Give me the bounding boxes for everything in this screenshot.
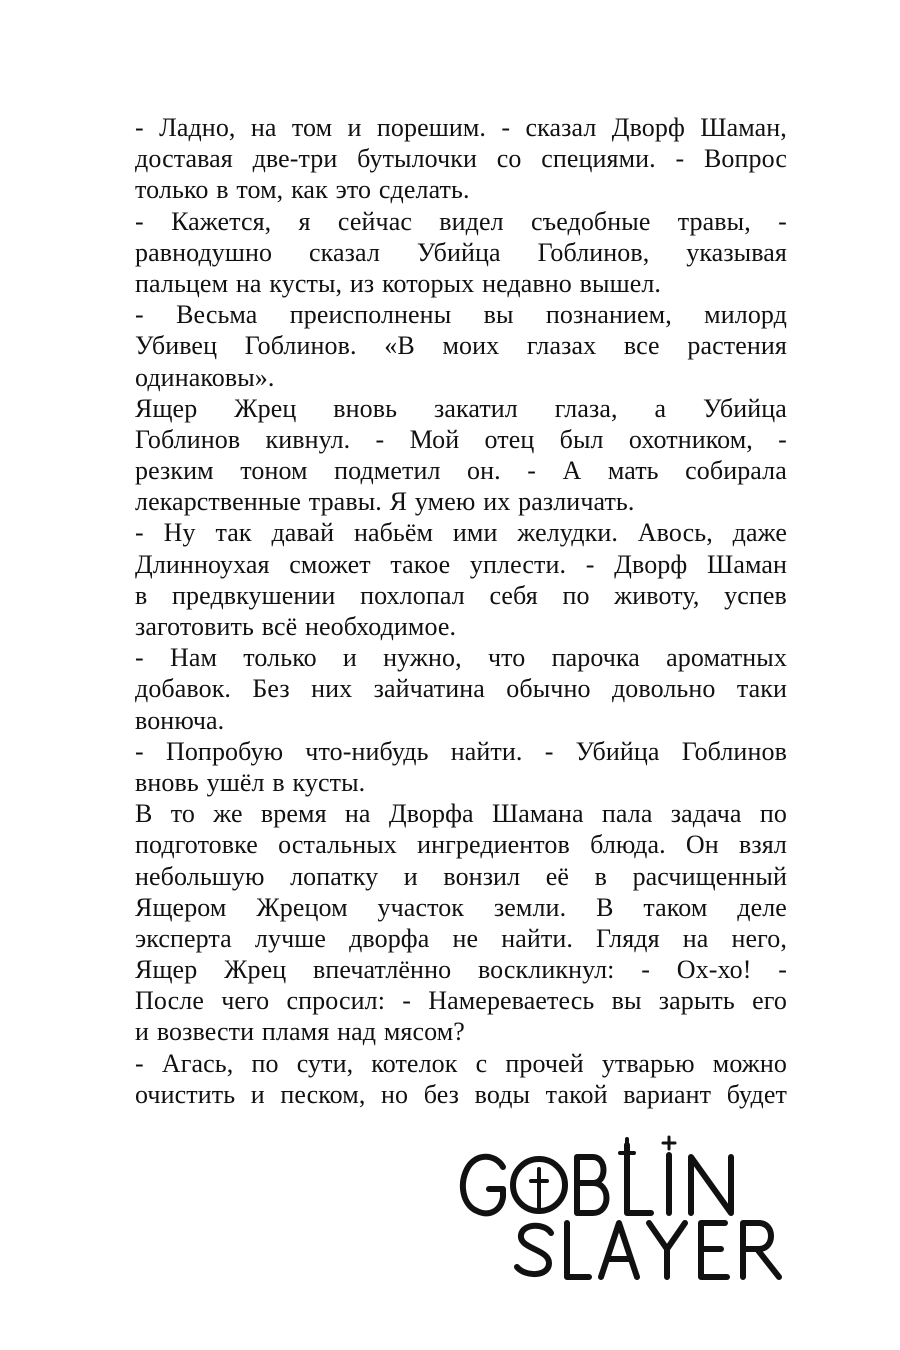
text-line: Убивец Гоблинов. «В моих глазах все растения [135,331,787,361]
text-line: - Весьма преисполнены вы познанием, милорд [135,300,787,330]
text-line: Гоблинов кивнул. - Мой отец был охотником, - [135,424,787,454]
text-line: лекарственные травы. Я умею их различать. [135,487,635,517]
text-line: Ящер Жрец впечатлённо воскликнул: - Ох-хо! - [135,955,787,985]
text-line: Длинноухая сможет такое уплести. - Дворф Шаман [135,549,787,579]
text-line: В то же время на Дворфа Шамана пала задача по [135,799,787,829]
text-line: вонюча. [135,705,225,735]
text-line: заготовить всё необходимое. [135,612,457,641]
text-line: в предвкушении похлопал себя по животу, успев [135,580,787,610]
text-line: небольшую лопатку и вонзил её в расчищенный [135,861,787,891]
text-line: - Кажется, я сейчас видел съедобные травы, - [135,206,787,236]
text-line: - Агась, по сути, котелок с прочей утварью можно [135,1048,787,1078]
body-text [135,112,787,1110]
text-line: Ящером Жрецом участок земли. В таком деле [135,892,787,922]
text-line: и возвести пламя над мясом? [135,1017,465,1047]
text-line: равнодушно сказал Убийца Гоблинов, указывая [135,237,787,267]
text-line: - Ладно, на том и порешим. - сказал Дворф Шаман, [135,113,787,142]
text-line: подготовке остальных ингредиентов блюда. Он взял [135,830,787,860]
text-line: только в том, как это сделать. [135,175,470,205]
text-line: - Нам только и нужно, что парочка ароматных [135,643,787,673]
text-line: - Ну так давай набьём ими желудки. Авось, даже [135,518,787,548]
text-line: эксперта лучше дворфа не найти. Глядя на него, [135,923,787,953]
text-line: одинаковы». [135,362,275,392]
goblin-slayer-logo [455,1135,815,1285]
text-line: очистить и песком, но без воды такой вариант будет [135,1079,787,1109]
text-line: пальцем на кусты, из которых недавно вышел. [135,268,662,298]
text-line: Ящер Жрец вновь закатил глаза, а Убийца [135,393,787,423]
text-line: резким тоном подметил он. - А мать собирала [135,456,787,486]
text-line: добавок. Без них зайчатина обычно довольно таки [135,674,787,704]
text-line: - Попробую что-нибудь найти. - Убийца Гоблинов [135,736,787,766]
text-line: После чего спросил: - Намереваетесь вы зарыть его [135,986,787,1016]
text-line: доставая две-три бутылочки со специями. - Вопрос [135,144,787,174]
text-line: вновь ушёл в кусты. [135,767,366,797]
